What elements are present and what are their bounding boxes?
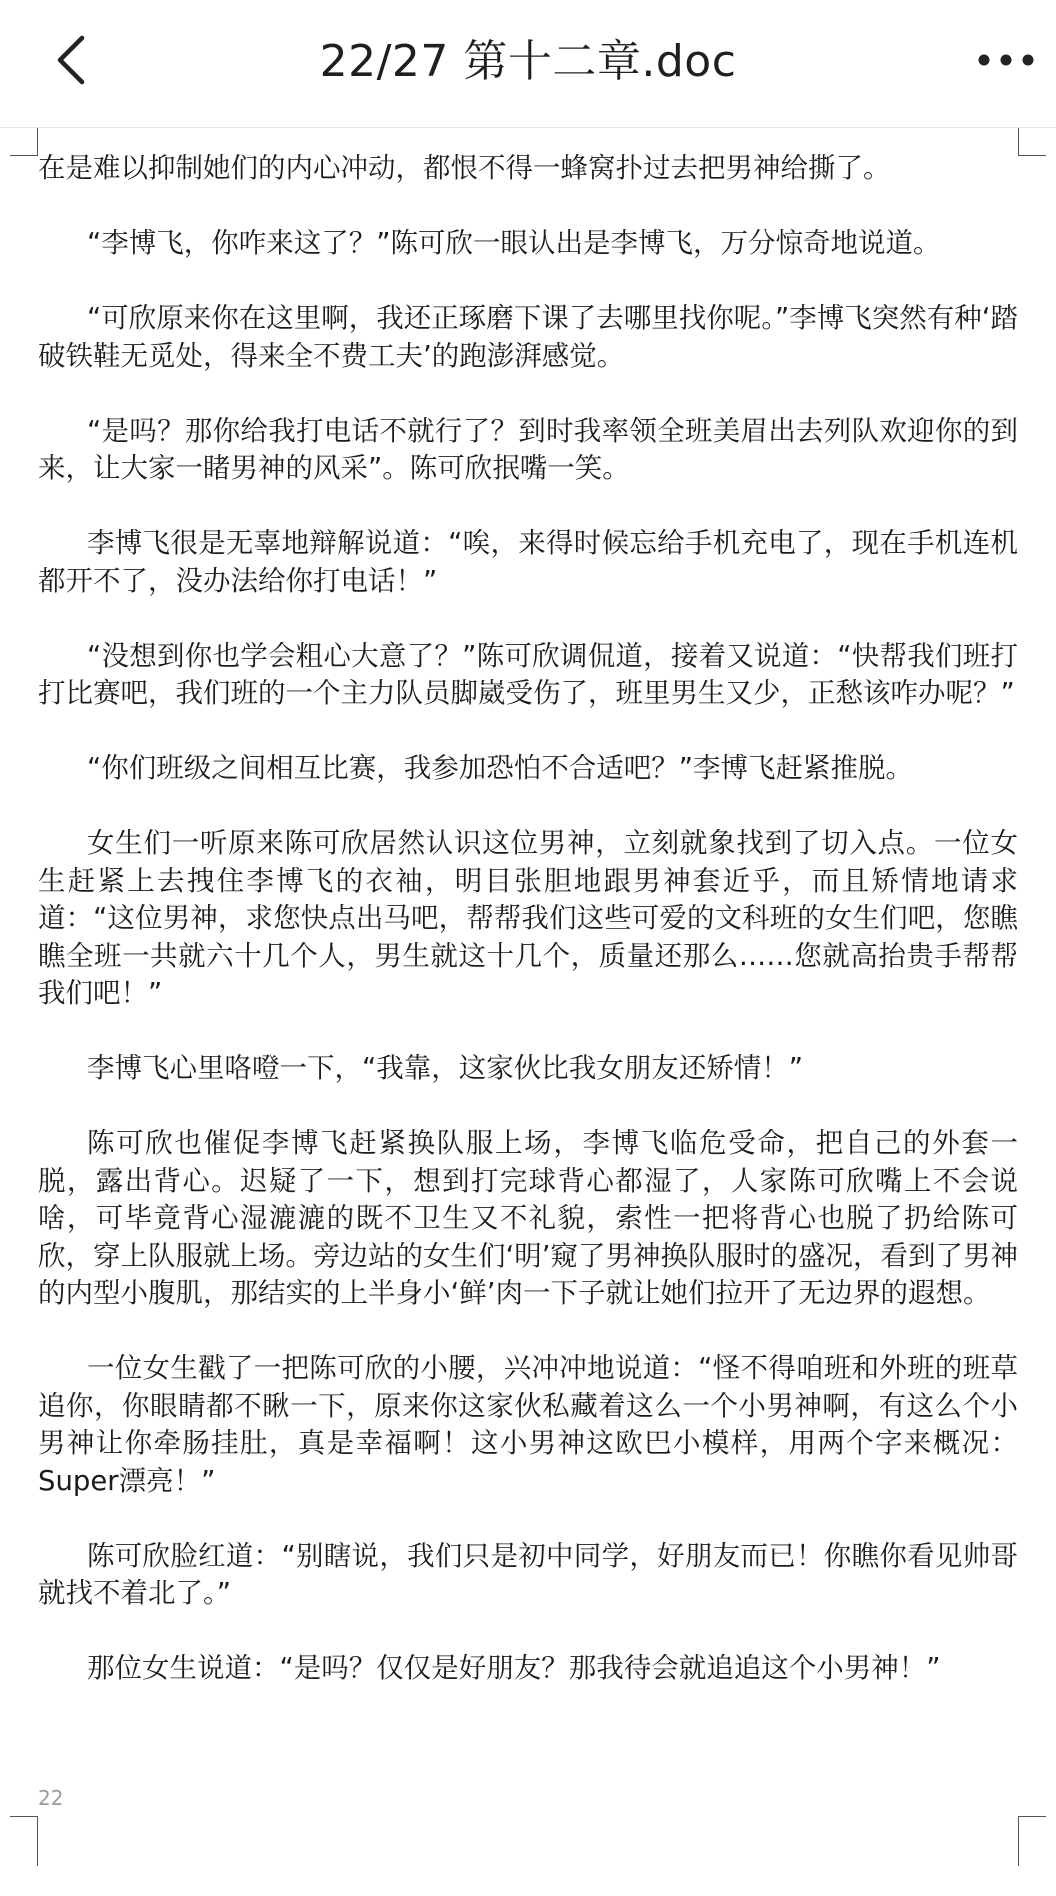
paragraph: 一位女生戳了一把陈可欣的小腰，兴冲冲地说道：“怪不得咱班和外班的班草追你，你眼睛都不瞅一下，原来你这家伙私藏着这么一个小男神啊，有这么个小男神让你牵肠挂肚，真是幸福啊！这小男神这欧巴小模样，用两个字来概况：Super漂亮！” <box>38 1352 1018 1497</box>
document-page[interactable] <box>0 128 1056 1896</box>
more-button[interactable] <box>966 30 1046 90</box>
more-horizontal-icon <box>976 52 1036 68</box>
crop-mark-bottom-left <box>10 1816 38 1866</box>
top-bar <box>0 0 1056 128</box>
paragraph: 女生们一听原来陈可欣居然认识这位男神，立刻就象找到了切入点。一位女生赶紧上去拽住李博飞的衣袖，明目张胆地跟男神套近乎，而且矫情地请求道：“这位男神，求您快点出马吧，帮帮我们这些可爱的文科班的女生们吧，您瞧瞧全班一共就六十几个人，男生就这十几个，质量还那么……您就高抬贵手帮帮我们吧！” <box>38 827 1018 1009</box>
paragraph: “你们班级之间相互比赛，我参加恐怕不合适吧？”李博飞赶紧推脱。 <box>87 752 913 784</box>
paragraph: 在是难以抑制她们的内心冲动，都恨不得一蜂窝扑过去把男神给撕了。 <box>38 152 891 184</box>
document-body <box>38 150 1018 1725</box>
paragraph: “可欣原来你在这里啊，我还正琢磨下课了去哪里找你呢。”李博飞突然有种‘踏破铁鞋无觅处，得来全不费工夫’的跑澎湃感觉。 <box>38 302 1018 372</box>
crop-mark-top-left <box>10 128 38 156</box>
crop-mark-bottom-right <box>1018 1816 1046 1866</box>
paragraph: 李博飞很是无辜地辩解说道：“唉，来得时候忘给手机充电了，现在手机连机都开不了，没办法给你打电话！” <box>38 527 1018 597</box>
paragraph: “没想到你也学会粗心大意了？”陈可欣调侃道，接着又说道：“快帮我们班打打比赛吧，我们班的一个主力队员脚崴受伤了，班里男生又少，正愁该咋办呢？” <box>38 639 1018 709</box>
paragraph: 那位女生说道：“是吗？仅仅是好朋友？那我待会就追追这个小男神！” <box>87 1652 941 1684</box>
paragraph: “李博飞，你咋来这了？”陈可欣一眼认出是李博飞，万分惊奇地说道。 <box>87 227 941 259</box>
paragraph: 李博飞心里咯噔一下，“我靠，这家伙比我女朋友还矫情！” <box>87 1052 803 1084</box>
back-button[interactable] <box>40 28 104 92</box>
document-title: 22/27 第十二章.doc <box>319 36 737 87</box>
paragraph: 陈可欣也催促李博飞赶紧换队服上场，李博飞临危受命，把自己的外套一脱，露出背心。迟疑了一下，想到打完球背心都湿了，人家陈可欣嘴上不会说啥，可毕竟背心湿漉漉的既不卫生又不礼貌，索性一把将背心也脱了扔给陈可欣，穿上队服就上场。旁边站的女生们‘明’窥了男神换队服时的盛况，看到了男神的内型小腹肌，那结实的上半身小‘鲜’肉一下子就让她们拉开了无边界的遐想。 <box>38 1127 1018 1309</box>
crop-mark-top-right <box>1018 128 1046 156</box>
paragraph: 陈可欣脸红道：“别瞎说，我们只是初中同学，好朋友而已！你瞧你看见帅哥就找不着北了。” <box>38 1539 1018 1609</box>
page-number: 22 <box>38 1786 64 1810</box>
paragraph: “是吗？那你给我打电话不就行了？到时我率领全班美眉出去列队欢迎你的到来，让大家一睹男神的风采”。陈可欣抿嘴一笑。 <box>38 414 1018 484</box>
chevron-left-icon <box>52 32 92 88</box>
